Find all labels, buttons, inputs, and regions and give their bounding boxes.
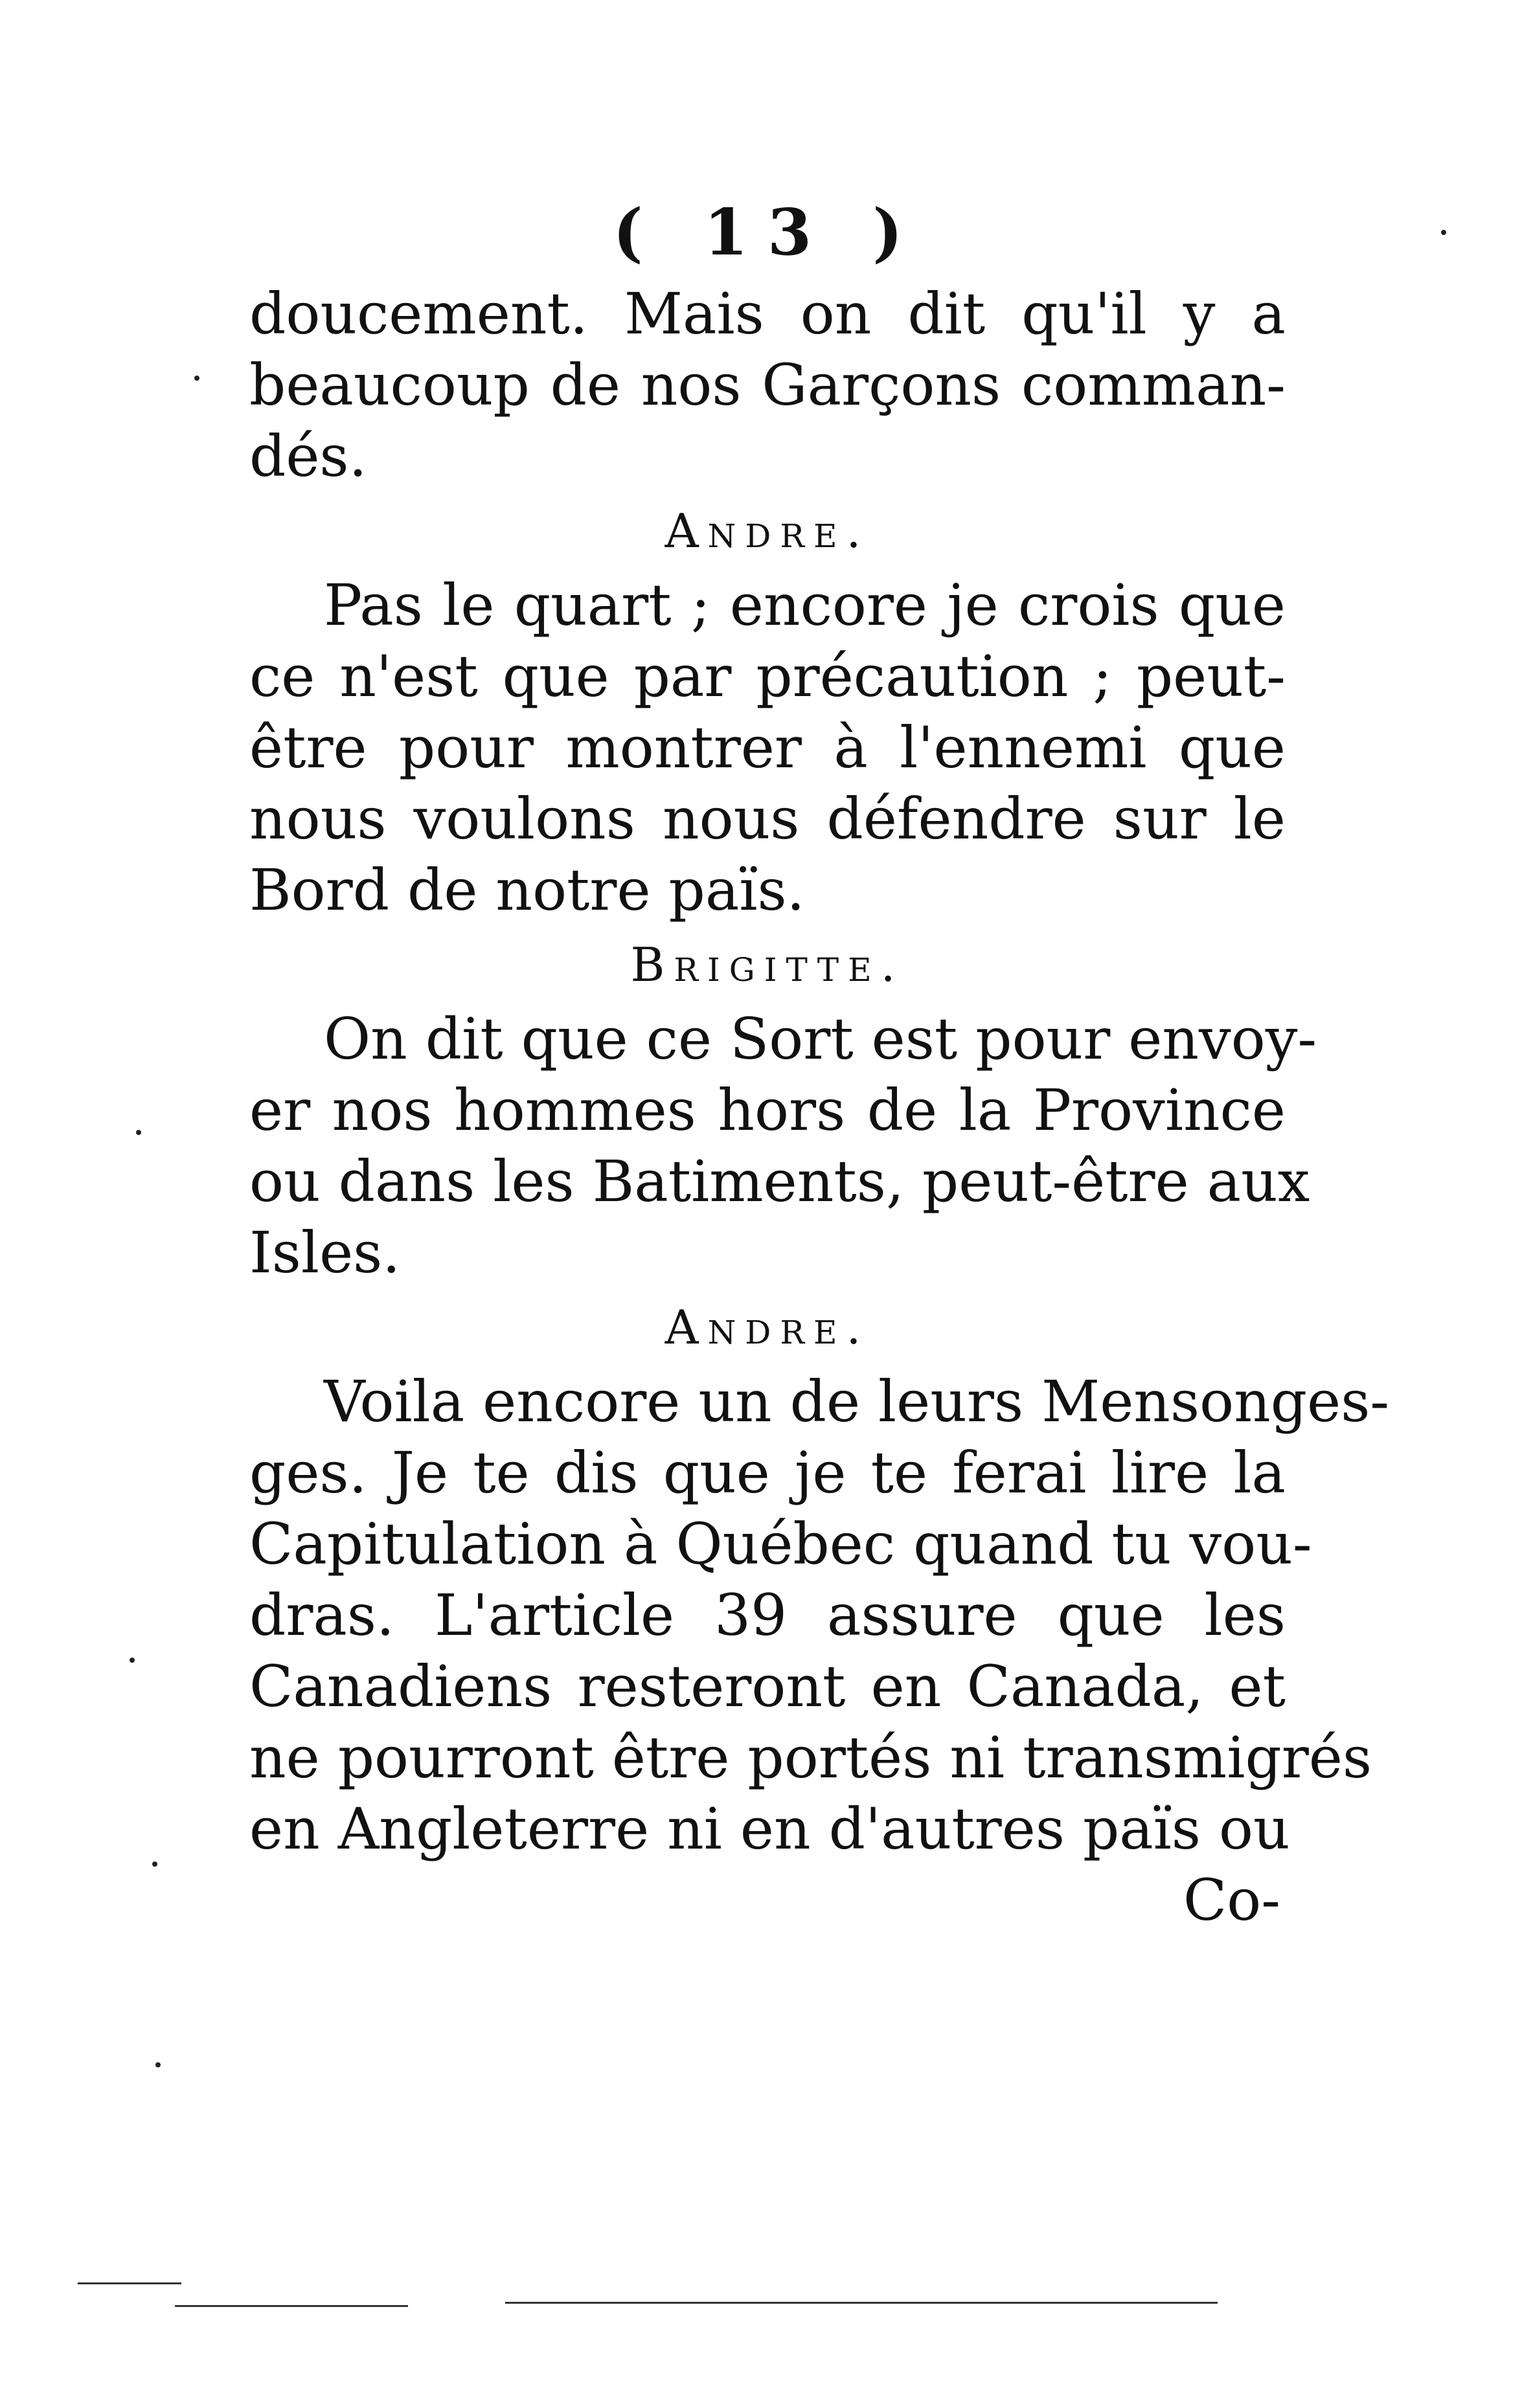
text-line: en Angleterre ni en d'autres païs ou [249,1795,1290,1862]
page-text [249,188,1390,1936]
text-line: doucement. Mais on dit qu'il y a [249,280,1286,347]
text-line: On dit que ce Sort est pour envoy- [324,1006,1317,1072]
scan-edge-line [78,2282,181,2284]
scan-speck [136,1130,141,1135]
scan-edge-line [505,2302,1218,2304]
text-line: nous voulons nous défendre sur le [249,785,1286,852]
text-line: Isles. [249,1219,401,1286]
text-line: Pas le quart ; encore je crois que [324,572,1286,638]
text-line: ou dans les Batiments, peut-être aux [249,1148,1310,1215]
text-line: Capitulation à Québec quand tu vou- [249,1511,1312,1577]
page-number-header: ( 13 ) [613,196,922,270]
paragraph-top [249,278,1286,492]
text-line: dras. L'article 39 assure que les [249,1582,1286,1648]
text-line: beaucoup de nos Garçons comman- [249,352,1286,418]
text-line: dés. [249,423,367,489]
text-line: ce n'est que par précaution ; peut- [249,643,1286,710]
text-line: Canadiens resteront en Canada, et [249,1653,1286,1720]
speaker-heading: Andre. [664,1300,870,1355]
text-line: ges. Je te dis que je te ferai lire la [249,1439,1286,1506]
scan-speck [152,1862,157,1867]
scan-speck [194,376,199,381]
text-line: être pour montrer à l'ennemi que [249,714,1286,781]
scan-speck [1441,230,1446,235]
text-line: ne pourront être portés ni transmigrés [249,1724,1372,1791]
scan-edge-line [175,2305,408,2307]
speaker-heading: Brigitte. [630,938,905,992]
paragraph-andre-2 [249,1366,1390,1865]
scan-speck [130,1658,135,1663]
paragraph-brigitte [249,1004,1317,1288]
text-line: er nos hommes hors de la Province [249,1077,1286,1143]
paragraph-andre-1 [249,570,1286,926]
scan-speck [155,2062,161,2067]
catchword: Co- [1183,1867,1280,1933]
text-line: Bord de notre païs. [249,857,805,923]
speaker-heading: Andre. [664,504,870,558]
text-line: Voila encore un de leurs Mensonges- [324,1368,1390,1435]
